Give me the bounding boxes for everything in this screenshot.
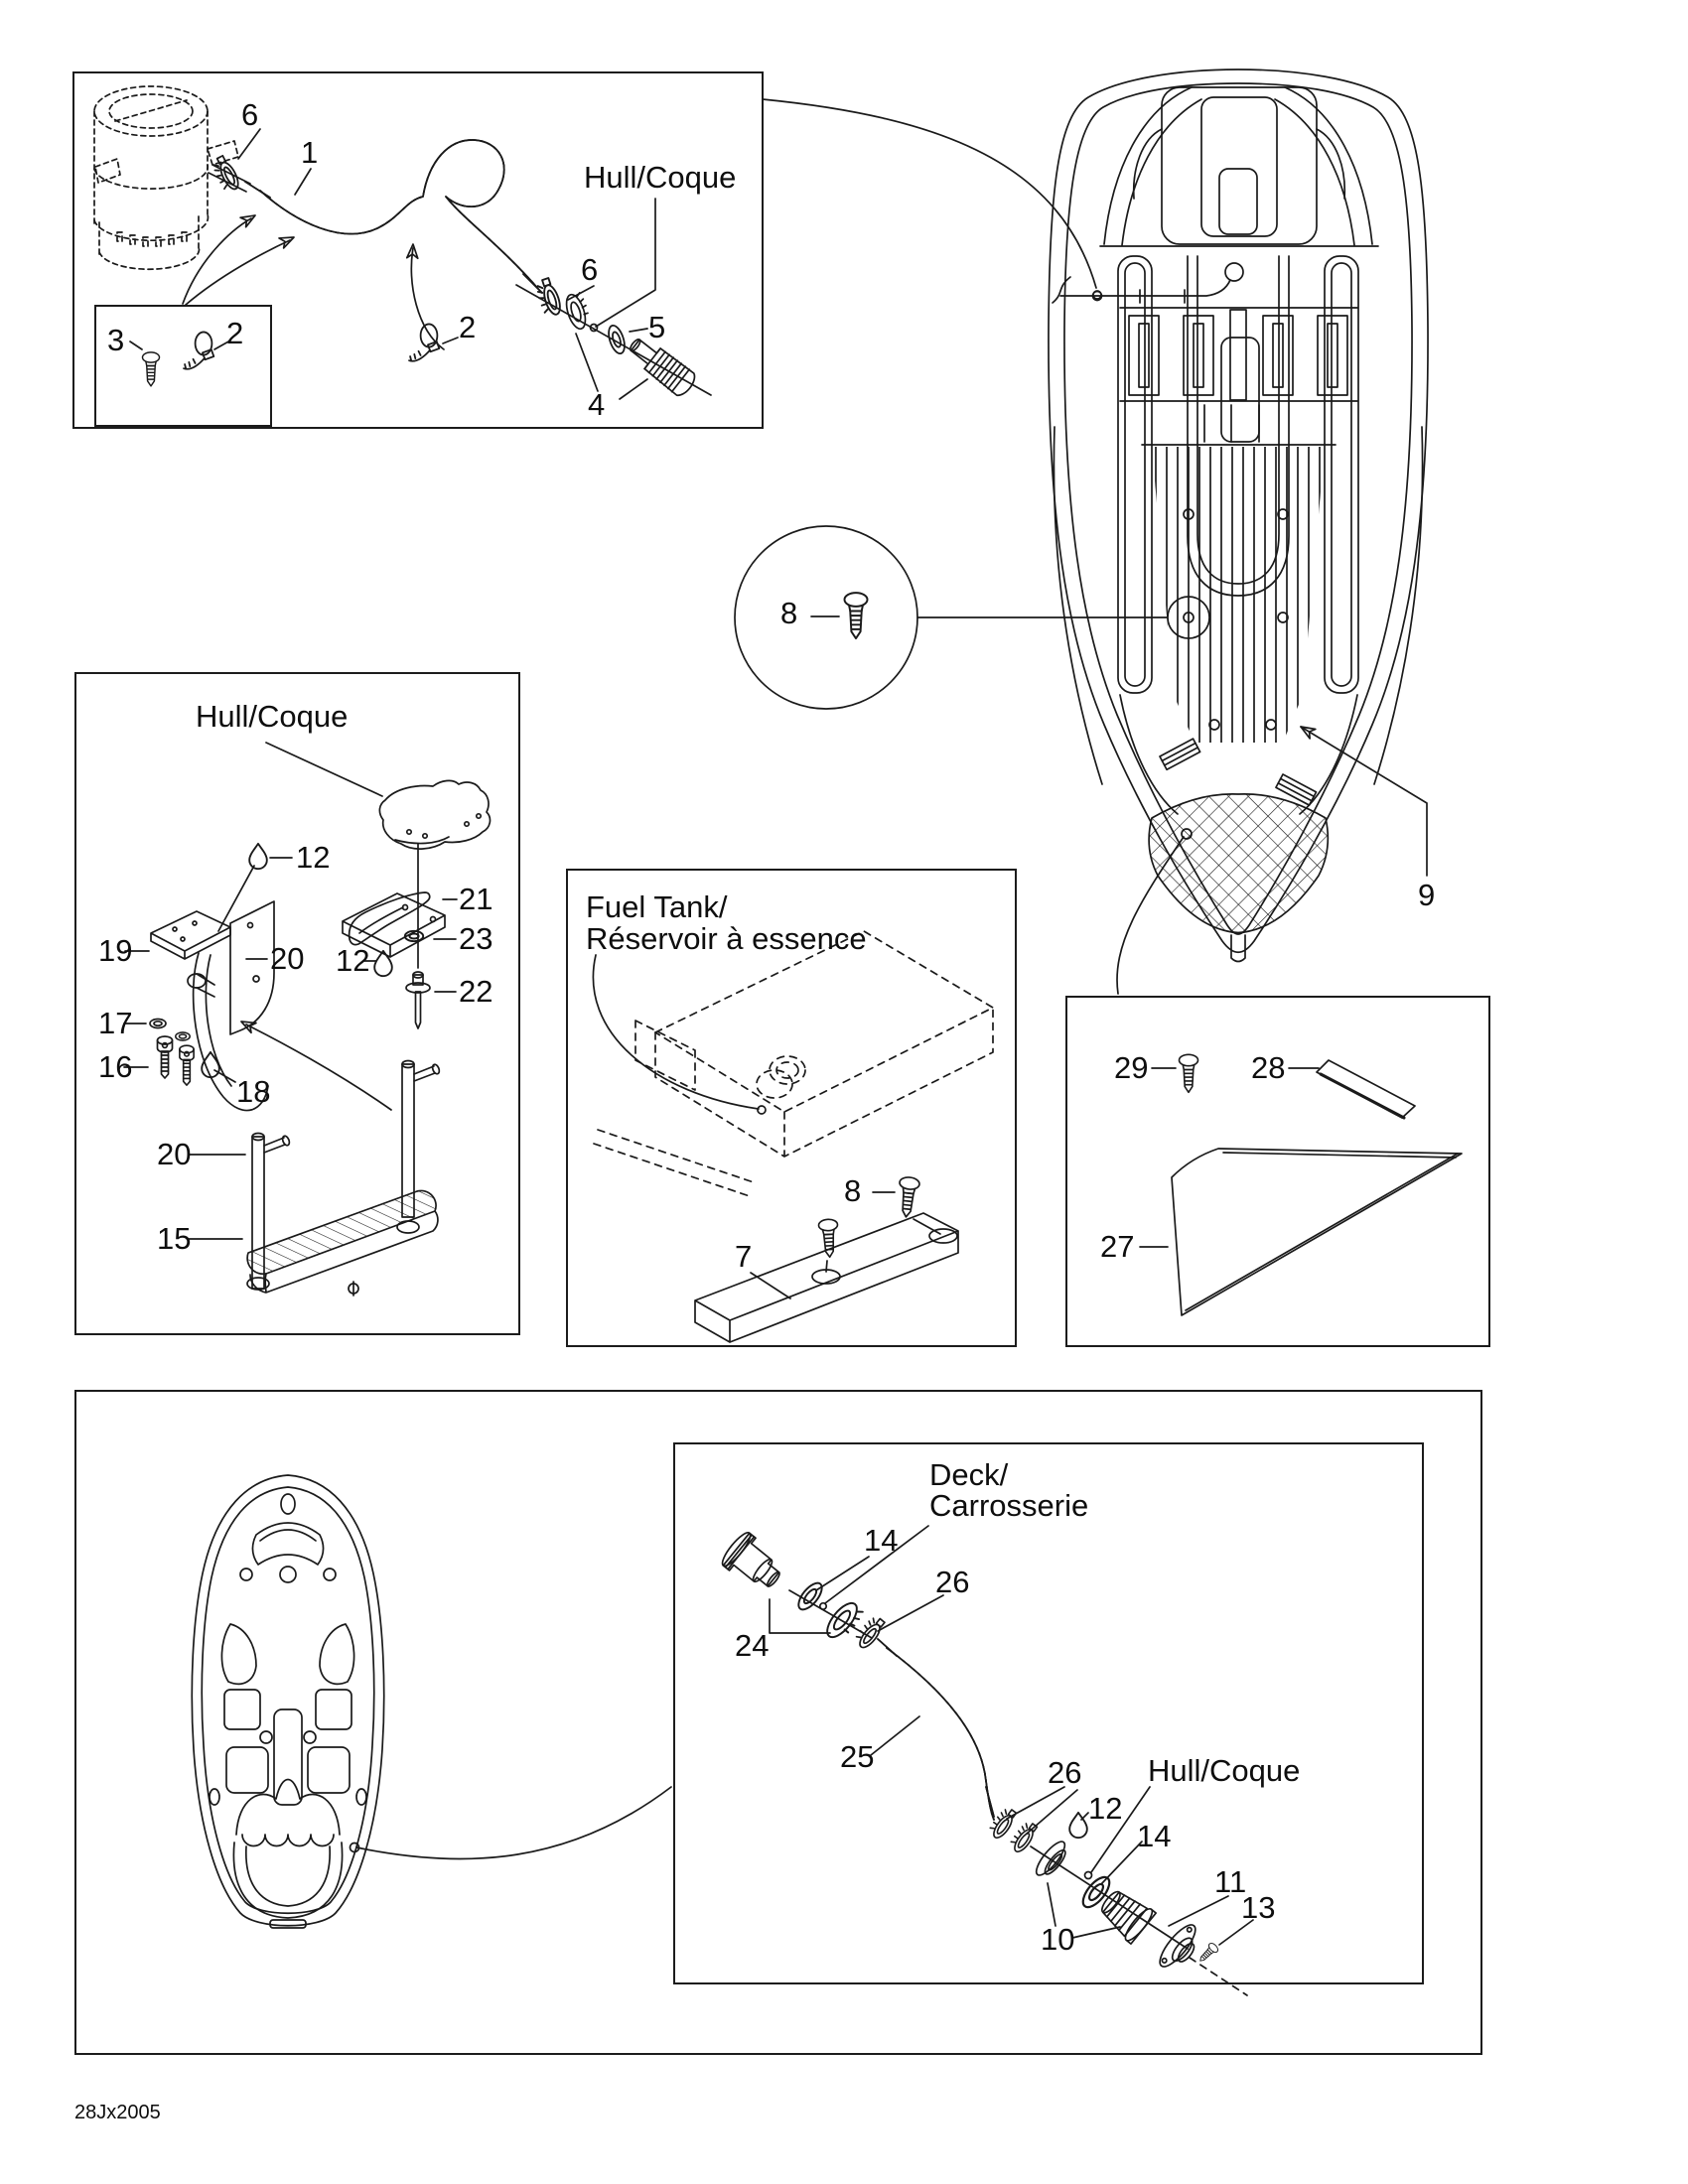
callout-14-upper: 14 (864, 1523, 899, 1558)
callout-21: 21 (459, 882, 493, 916)
callout-24: 24 (735, 1628, 770, 1663)
fuel-tank-label-line1: Fuel Tank/ (586, 889, 728, 924)
callout-10: 10 (1041, 1922, 1075, 1957)
callout-22: 22 (459, 974, 493, 1009)
callout-12-c: 12 (1088, 1791, 1123, 1826)
callout-20-lower: 20 (157, 1137, 192, 1171)
callout-7: 7 (735, 1239, 753, 1274)
callout-23: 23 (459, 921, 493, 956)
callout-12-a: 12 (296, 840, 331, 875)
stud-drawing (406, 972, 430, 1028)
callout-8-detail: 8 (780, 596, 798, 630)
callout-3: 3 (107, 323, 125, 357)
callout-17: 17 (98, 1006, 133, 1040)
callout-18: 18 (236, 1074, 271, 1109)
callout-1: 1 (301, 135, 319, 170)
callout-27: 27 (1100, 1229, 1135, 1264)
callout-28: 28 (1251, 1050, 1286, 1085)
callout-6-upper: 6 (241, 97, 259, 132)
mat-panel-drawing (1140, 1050, 1462, 1315)
callout-25: 25 (840, 1739, 875, 1774)
hull-coque-label-box6: Hull/Coque (1148, 1753, 1301, 1788)
callout-19: 19 (98, 933, 133, 968)
callout-6-lower: 6 (581, 252, 599, 287)
page-code: 28Jx2005 (74, 2102, 161, 2123)
pump-rod-drawing (1053, 263, 1243, 303)
callout-9: 9 (1418, 878, 1436, 912)
callout-14-lower: 14 (1137, 1819, 1172, 1853)
callout-2-main: 2 (459, 310, 477, 344)
box1-leaders (130, 99, 1101, 399)
deck-label-line1: Deck/ (929, 1457, 1009, 1492)
callout-15: 15 (157, 1221, 192, 1256)
callout-16: 16 (98, 1049, 133, 1084)
bilge-pump-drawing (94, 86, 238, 269)
callout-5: 5 (648, 310, 666, 344)
callout-8-fuel: 8 (844, 1173, 862, 1208)
callout-12-b: 12 (336, 943, 370, 978)
deck-top-view-drawing (192, 1475, 671, 1928)
callout-29: 29 (1114, 1050, 1149, 1085)
hull-top-view-drawing (1049, 69, 1428, 962)
callout-4: 4 (588, 387, 606, 422)
callout-11: 11 (1214, 1864, 1247, 1899)
bracket-step-drawing (124, 743, 493, 1296)
screw-detail-circle (735, 526, 1167, 709)
fuel-tank-label-line2: Réservoir à essence (586, 921, 867, 956)
hull-coque-label-box2: Hull/Coque (196, 699, 349, 734)
callout-20-upper: 20 (270, 941, 305, 976)
callout-13: 13 (1241, 1890, 1276, 1925)
fuel-tank-drawing (593, 931, 993, 1342)
callout-26-lower: 26 (1048, 1755, 1082, 1790)
callout-26-upper: 26 (935, 1565, 970, 1599)
deck-label-line2: Carrosserie (929, 1488, 1089, 1523)
callout-2-sub: 2 (226, 316, 244, 350)
hull-coque-label-box1: Hull/Coque (584, 160, 737, 195)
